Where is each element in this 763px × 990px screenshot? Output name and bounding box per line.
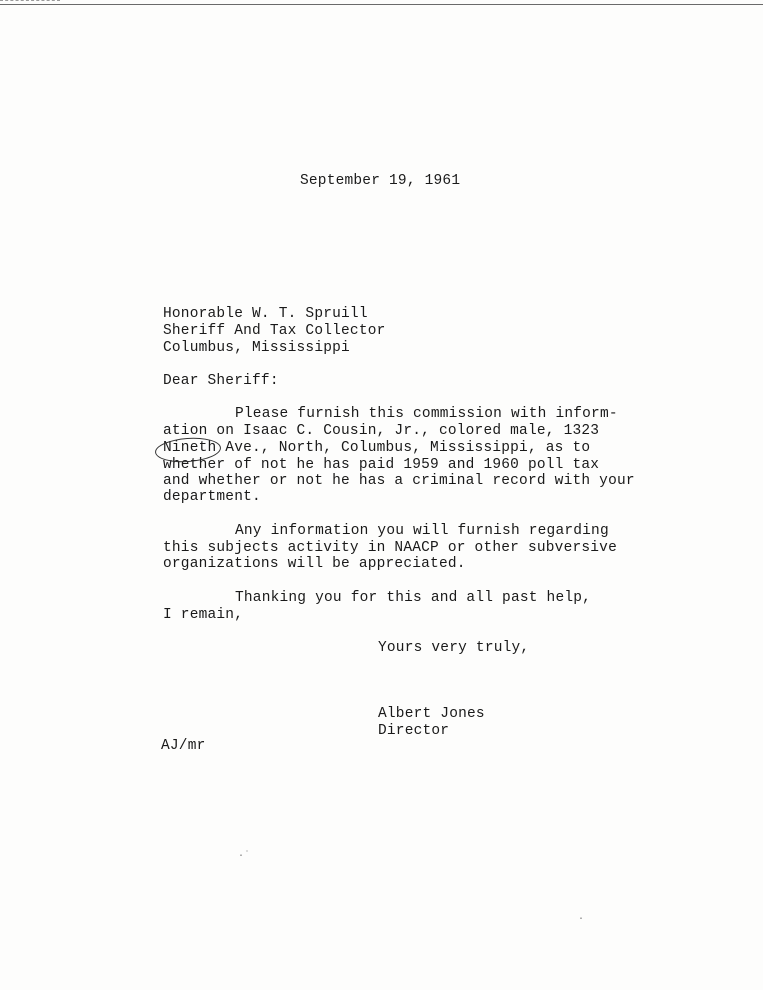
paper-speck: · bbox=[578, 914, 585, 925]
paper-speck: ·˙ bbox=[238, 851, 251, 862]
salutation: Dear Sheriff: bbox=[163, 373, 279, 389]
top-edge-rule bbox=[0, 4, 763, 5]
recipient-title: Sheriff And Tax Collector bbox=[163, 323, 386, 339]
letter-date: September 19, 1961 bbox=[300, 173, 461, 189]
paragraph-1-line: Please furnish this commission with inform- bbox=[235, 406, 618, 422]
paragraph-2-line: Any information you will furnish regarding bbox=[235, 523, 609, 539]
recipient-location: Columbus, Mississippi bbox=[163, 340, 350, 356]
top-dashed-mark bbox=[0, 0, 60, 1]
paragraph-1-line: ation on Isaac C. Cousin, Jr., colored male, 1323 bbox=[163, 423, 600, 439]
paragraph-1-line: department. bbox=[163, 489, 261, 505]
recipient-name: Honorable W. T. Spruill bbox=[163, 306, 368, 322]
complimentary-close: Yours very truly, bbox=[378, 640, 530, 656]
paragraph-1-line: and whether or not he has a criminal record with your bbox=[163, 473, 635, 489]
signer-name: Albert Jones bbox=[378, 706, 485, 722]
paragraph-3-line: I remain, bbox=[163, 607, 244, 623]
paragraph-2-line: this subjects activity in NAACP or other subversive bbox=[163, 540, 617, 556]
typist-initials: AJ/mr bbox=[161, 738, 206, 754]
paragraph-1-line: whether of not he has paid 1959 and 1960 poll tax bbox=[163, 457, 600, 473]
paragraph-3-line: Thanking you for this and all past help, bbox=[235, 590, 592, 606]
paragraph-2-line: organizations will be appreciated. bbox=[163, 556, 466, 572]
paragraph-1-line: Nineth Ave., North, Columbus, Mississippi, as to bbox=[163, 440, 591, 456]
signer-title: Director bbox=[378, 723, 450, 739]
